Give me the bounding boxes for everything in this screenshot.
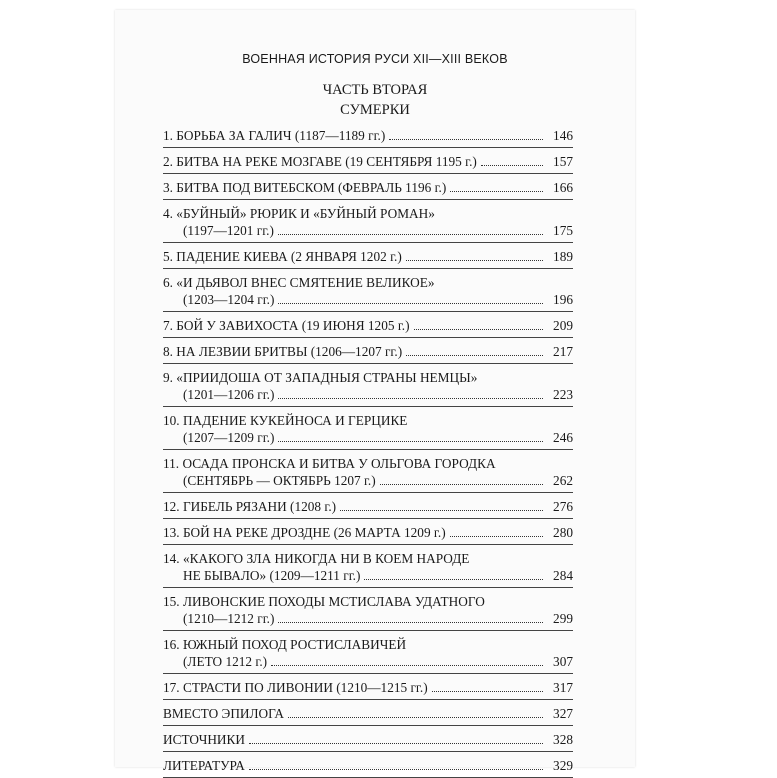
- toc-entry-title: 9. «ПРИИДОША ОТ ЗАПАДНЫЯ СТРАНЫ НЕМЦЫ»: [163, 370, 478, 385]
- toc-entry-page: 327: [553, 706, 573, 721]
- leader-dots: [249, 758, 543, 770]
- toc-entry-title: 7. БОЙ У ЗАВИХОСТА (19 ИЮНЯ 1205 г.): [163, 318, 410, 333]
- leader-dots: [406, 344, 543, 356]
- toc-entry-title-cont: (1203—1204 гг.): [183, 292, 275, 307]
- toc-entry-title-cont: (1207—1209 гг.): [183, 430, 275, 445]
- leader-dots: [249, 732, 543, 744]
- toc-entry-page: 246: [553, 430, 573, 445]
- toc-entry-title-cont: (ЛЕТО 1212 г.): [183, 654, 268, 669]
- leader-dots: [278, 223, 543, 235]
- toc-entry-page: 209: [553, 318, 573, 333]
- toc-entry: [163, 243, 573, 269]
- toc-entry: [163, 122, 573, 148]
- toc-entry: [163, 519, 573, 545]
- toc-entry: [163, 269, 573, 312]
- running-header: ВОЕННАЯ ИСТОРИЯ РУСИ XII—XIII ВЕКОВ: [242, 52, 508, 66]
- leader-dots: [288, 706, 543, 718]
- toc-entry-title: 11. ОСАДА ПРОНСКА И БИТВА У ОЛЬГОВА ГОРОДКА: [163, 456, 496, 471]
- leader-dots: [364, 568, 543, 580]
- leader-dots: [278, 611, 543, 623]
- toc-entry-title: 8. НА ЛЕЗВИИ БРИТВЫ (1206—1207 гг.): [163, 344, 403, 359]
- part-title: ЧАСТЬ ВТОРАЯ: [322, 82, 428, 98]
- toc-entry-page: 217: [553, 344, 573, 359]
- toc-entry-page: 223: [553, 387, 573, 402]
- toc-entry-title-cont: (СЕНТЯБРЬ — ОКТЯБРЬ 1207 г.): [183, 473, 376, 488]
- toc-entry: [163, 364, 573, 407]
- toc-entry: [163, 312, 573, 338]
- toc-entry: [163, 174, 573, 200]
- toc-entry-page: 280: [553, 525, 573, 540]
- leader-dots: [406, 249, 543, 261]
- toc-entry-title: 12. ГИБЕЛЬ РЯЗАНИ (1208 г.): [163, 499, 337, 514]
- leader-dots: [278, 387, 543, 399]
- toc-entry-page: 284: [553, 568, 573, 583]
- toc-entry-title: 15. ЛИВОНСКИЕ ПОХОДЫ МСТИСЛАВА УДАТНОГО: [163, 594, 485, 609]
- toc-entry: [163, 631, 573, 674]
- book-page: [115, 10, 635, 773]
- toc-entry-title: 2. БИТВА НА РЕКЕ МОЗГАВЕ (19 СЕНТЯБРЯ 1195 г.): [163, 154, 477, 169]
- toc-entry-page: 262: [553, 473, 573, 488]
- toc-entry-title: ВМЕСТО ЭПИЛОГА: [163, 706, 285, 721]
- leader-dots: [271, 654, 543, 666]
- toc-entry-page: 166: [553, 180, 573, 195]
- toc-entry: [163, 148, 573, 174]
- toc-entry-page: 146: [553, 128, 573, 143]
- toc-entry-page: 299: [553, 611, 573, 626]
- toc-entry-title-cont: (1201—1206 гг.): [183, 387, 275, 402]
- leader-dots: [432, 680, 543, 692]
- leader-dots: [450, 180, 543, 192]
- toc-entry-title: 16. ЮЖНЫЙ ПОХОД РОСТИСЛАВИЧЕЙ: [163, 637, 407, 652]
- toc-entry-title: ЛИТЕРАТУРА: [163, 758, 245, 773]
- toc-entry-title: 1. БОРЬБА ЗА ГАЛИЧ (1187—1189 гг.): [163, 128, 386, 143]
- toc-entry: [163, 588, 573, 631]
- toc-entry-title: 10. ПАДЕНИЕ КУКЕЙНОСА И ГЕРЦИКЕ: [163, 413, 408, 428]
- toc-entry-page: 175: [553, 223, 573, 238]
- leader-dots: [340, 499, 543, 511]
- leader-dots: [380, 473, 543, 485]
- toc-entry-title: 6. «И ДЬЯВОЛ ВНЕС СМЯТЕНИЕ ВЕЛИКОЕ»: [163, 275, 435, 290]
- toc-entry: [163, 700, 573, 726]
- toc-entry: [163, 407, 573, 450]
- toc-entry-page: 307: [553, 654, 573, 669]
- leader-dots: [450, 525, 543, 537]
- toc-entry-title-cont: НЕ БЫВАЛО» (1209—1211 гг.): [183, 568, 361, 583]
- toc-entry: [163, 674, 573, 700]
- toc-entry-title: 17. СТРАСТИ ПО ЛИВОНИИ (1210—1215 гг.): [163, 680, 428, 695]
- toc-entry-page: 329: [553, 758, 573, 773]
- toc-entry: [163, 200, 573, 243]
- table-of-contents: [163, 122, 573, 778]
- toc-entry-title: 4. «БУЙНЫЙ» РЮРИК И «БУЙНЫЙ РОМАН»: [163, 206, 435, 221]
- toc-entry: [163, 338, 573, 364]
- toc-entry-page: 328: [553, 732, 573, 747]
- toc-entry-page: 317: [553, 680, 573, 695]
- toc-entry-title: 13. БОЙ НА РЕКЕ ДРОЗДНЕ (26 МАРТА 1209 г.): [163, 525, 446, 540]
- toc-entry-title-cont: (1210—1212 гг.): [183, 611, 275, 626]
- toc-entry-page: 276: [553, 499, 573, 514]
- leader-dots: [481, 154, 543, 166]
- toc-entry-title: 14. «КАКОГО ЗЛА НИКОГДА НИ В КОЕМ НАРОДЕ: [163, 551, 470, 566]
- toc-entry-title: 3. БИТВА ПОД ВИТЕБСКОМ (ФЕВРАЛЬ 1196 г.): [163, 180, 447, 195]
- part-subtitle: СУМЕРКИ: [340, 102, 410, 118]
- toc-entry-title: ИСТОЧНИКИ: [163, 732, 246, 747]
- toc-entry-page: 196: [553, 292, 573, 307]
- leader-dots: [389, 128, 543, 140]
- toc-entry-page: 189: [553, 249, 573, 264]
- leader-dots: [278, 292, 543, 304]
- toc-entry: [163, 450, 573, 493]
- leader-dots: [414, 318, 543, 330]
- toc-entry-page: 157: [553, 154, 573, 169]
- toc-entry-title-cont: (1197—1201 гг.): [183, 223, 274, 238]
- toc-entry-title: 5. ПАДЕНИЕ КИЕВА (2 ЯНВАРЯ 1202 г.): [163, 249, 402, 264]
- leader-dots: [278, 430, 543, 442]
- toc-entry: [163, 752, 573, 778]
- toc-entry: [163, 493, 573, 519]
- toc-entry: [163, 545, 573, 588]
- toc-entry: [163, 726, 573, 752]
